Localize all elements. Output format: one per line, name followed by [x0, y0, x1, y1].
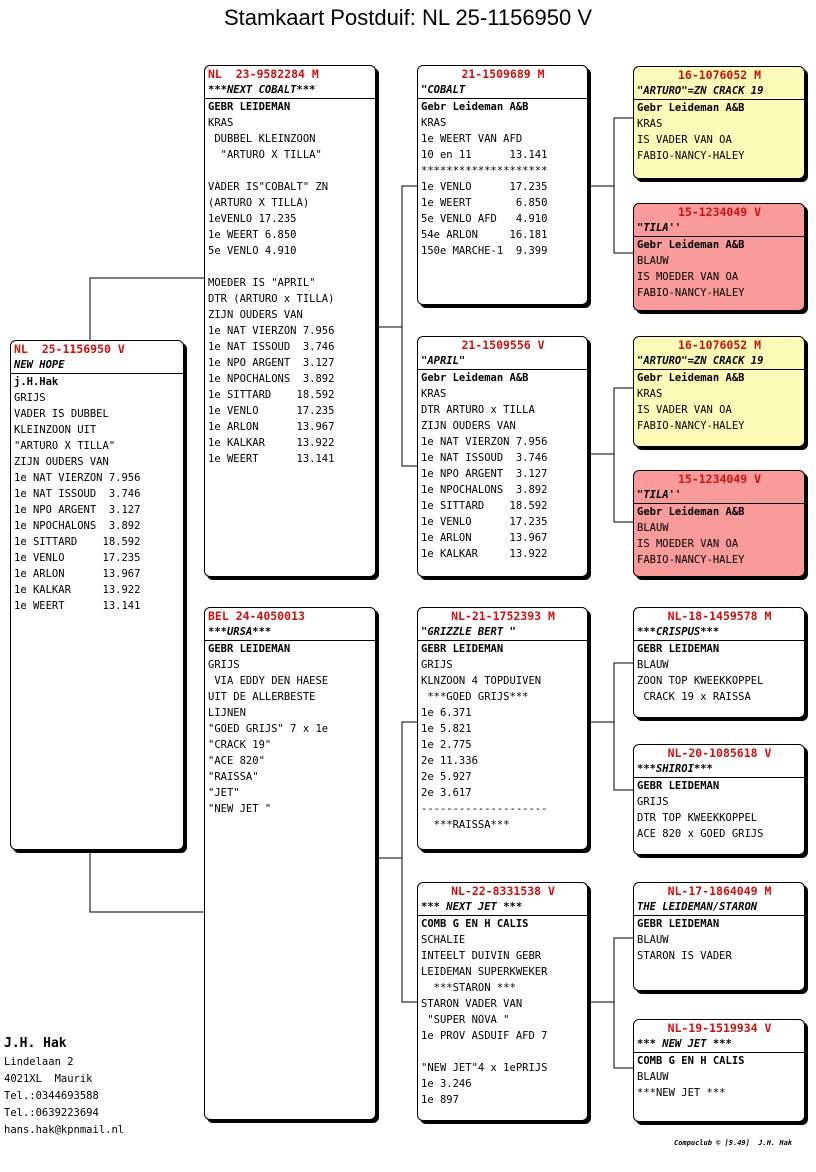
owner-name: GEBR LEIDEMAN — [208, 643, 291, 655]
info-line: 1e KALKAR 13.922 — [208, 437, 335, 449]
info-line: DTR TOP KWEEKKOPPEL — [637, 812, 758, 824]
pigeon-name: *** NEXT JET *** — [418, 900, 587, 916]
info-line: KLEINZOON UIT — [14, 424, 97, 436]
info-line: IS VADER VAN OA — [637, 404, 732, 416]
info-line: LIJNEN — [208, 707, 246, 719]
info-line: IS MOEDER VAN OA — [637, 271, 739, 283]
ring-number: 16-1076052 M — [677, 338, 762, 352]
ring-number: NL-21-1752393 M — [451, 609, 555, 623]
info-line: 1eVENLO 17.235 — [208, 213, 297, 225]
info-line: 1e 897 — [421, 1094, 459, 1106]
info-line: "ACE 820" — [208, 755, 265, 767]
owner-name: Gebr Leideman A&B — [421, 101, 529, 113]
info-line: STARON IS VADER — [637, 950, 732, 962]
breeder-line: Tel.:0639223694 — [4, 1107, 99, 1119]
info-line: 150e MARCHE-1 9.399 — [421, 245, 548, 257]
info-line: 1e NPOCHALONS 3.892 — [14, 520, 141, 532]
info-line: 1e WEERT 6.850 — [208, 229, 297, 241]
info-line: ***GOED GRIJS*** — [421, 691, 529, 703]
pigeon-name: ***CRISPUS*** — [634, 625, 804, 641]
owner-name: COMB G EN H CALIS — [421, 918, 529, 930]
pigeon-card-sire[interactable] — [204, 65, 376, 577]
info-line: 1e PROV ASDUIF AFD 7 — [421, 1030, 548, 1042]
breeder-name: J.H. Hak — [4, 1036, 67, 1051]
owner-name: GEBR LEIDEMAN — [208, 101, 291, 113]
pigeon-name: THE LEIDEMAN/STARON — [634, 900, 804, 916]
owner-name: j.H.Hak — [14, 376, 59, 388]
info-line: BLAUW — [637, 1071, 669, 1083]
info-line: BLAUW — [637, 255, 669, 267]
info-line: 1e NPO ARGENT 3.127 — [421, 468, 548, 480]
info-line: "CRACK 19" — [208, 739, 272, 751]
info-line: VIA EDDY DEN HAESE — [208, 675, 329, 687]
pigeon-card-dam[interactable] — [204, 607, 376, 1120]
info-line: BLAUW — [637, 522, 669, 534]
pigeon-card-sire-sire[interactable] — [417, 65, 588, 305]
info-line: FABIO-NANCY-HALEY — [637, 420, 745, 432]
ring-number: NL-20-1085618 V — [667, 746, 772, 760]
pigeon-name: "TILA'' — [634, 488, 804, 504]
pigeon-card-sire-sire-sire[interactable] — [633, 66, 805, 179]
pigeon-card-dam-sire-dam[interactable] — [633, 744, 805, 855]
info-line: LEIDEMAN SUPERKWEKER — [421, 966, 548, 978]
info-line: ***NEW JET *** — [637, 1087, 726, 1099]
info-line: 1e 5.821 — [421, 723, 472, 735]
info-line: 1e SITTARD 18.592 — [14, 536, 141, 548]
owner-name: GEBR LEIDEMAN — [637, 643, 720, 655]
info-line: KRAS — [421, 117, 447, 129]
info-line: SCHALIE — [421, 934, 466, 946]
info-line: GRIJS — [14, 392, 46, 404]
pigeon-card-sire-dam-sire[interactable] — [633, 336, 805, 447]
info-line: 1e WEERT VAN AFD — [421, 133, 523, 145]
info-line: "ARTURO X TILLA" — [208, 149, 322, 161]
info-line: 2e 11.336 — [421, 755, 478, 767]
ring-number: 21-1509556 V — [461, 338, 545, 352]
info-line: 1e SITTARD 18.592 — [421, 500, 548, 512]
pigeon-name: "APRIL" — [418, 354, 587, 370]
info-line: KRAS — [208, 117, 234, 129]
info-line: STARON VADER VAN — [421, 998, 523, 1010]
ring-number: NL-18-1459578 M — [667, 609, 772, 623]
info-line: 1e NAT VIERZON 7.956 — [421, 436, 548, 448]
info-line: 54e ARLON 16.181 — [421, 229, 548, 241]
info-line: 1e KALKAR 13.922 — [14, 584, 141, 596]
info-line: 1e NPO ARGENT 3.127 — [208, 357, 335, 369]
info-line: 5e VENLO 4.910 — [208, 245, 297, 257]
info-line: "RAISSA" — [208, 771, 259, 783]
info-line: 1e ARLON 13.967 — [208, 421, 335, 433]
owner-name: Gebr Leideman A&B — [637, 506, 745, 518]
info-line: IS VADER VAN OA — [637, 134, 732, 146]
info-line: UIT DE ALLERBESTE — [208, 691, 316, 703]
info-line: 1e 6.371 — [421, 707, 472, 719]
info-line: 10 en 11 13.141 — [421, 149, 548, 161]
info-line: VADER IS DUBBEL — [14, 408, 109, 420]
info-line: ***STARON *** — [421, 982, 516, 994]
info-line — [208, 259, 373, 275]
breeder-line: Lindelaan 2 — [4, 1056, 74, 1068]
breeder-info — [4, 1034, 124, 1139]
page-title: Stamkaart Postduif: NL 25-1156950 V — [223, 5, 593, 30]
info-line — [208, 163, 373, 179]
info-line: (ARTURO X TILLA) — [208, 197, 310, 209]
info-line: VADER IS"COBALT" ZN — [208, 181, 329, 193]
info-line: ******************** — [421, 165, 548, 177]
info-line: BLAUW — [637, 659, 669, 671]
info-line: FABIO-NANCY-HALEY — [637, 287, 745, 299]
info-line: "JET" — [208, 787, 240, 799]
info-line: "SUPER NOVA " — [421, 1014, 510, 1026]
info-line: "GOED GRIJS" 7 x 1e — [208, 723, 329, 735]
pigeon-card-sire-dam[interactable] — [417, 336, 588, 577]
owner-name: Gebr Leideman A&B — [637, 239, 745, 251]
info-line: 1e NAT ISSOUD 3.746 — [14, 488, 141, 500]
info-line: ZIJN OUDERS VAN — [421, 420, 516, 432]
breeder-line: Tel.:0344693588 — [4, 1090, 99, 1102]
info-line: ZIJN OUDERS VAN — [14, 456, 109, 468]
info-line: KRAS — [421, 388, 447, 400]
info-line: 1e 3.246 — [421, 1078, 472, 1090]
owner-name: Gebr Leideman A&B — [637, 372, 745, 384]
pigeon-name: "ARTURO"=ZN CRACK 19 — [634, 354, 804, 370]
info-line: 1e VENLO 17.235 — [208, 405, 335, 417]
owner-name: Gebr Leideman A&B — [637, 102, 745, 114]
info-line: 1e VENLO 17.235 — [14, 552, 141, 564]
pigeon-card-subject[interactable] — [10, 340, 184, 850]
info-line: BLAUW — [637, 934, 669, 946]
info-line: GRIJS — [421, 659, 453, 671]
pigeon-card-sire-sire-dam[interactable] — [633, 203, 805, 311]
pigeon-name: "TILA'' — [634, 221, 804, 237]
owner-name: Gebr Leideman A&B — [421, 372, 529, 384]
pigeon-name: ***URSA*** — [205, 625, 375, 641]
info-line: INTEELT DUIVIN GEBR — [421, 950, 542, 962]
ring-number: NL-17-1864049 M — [667, 884, 772, 898]
ring-number: 21-1509689 M — [461, 67, 545, 81]
ring-number: NL 25-1156950 V — [14, 342, 125, 356]
pigeon-name: NEW HOPE — [11, 358, 183, 374]
pigeon-card-sire-dam-dam[interactable] — [633, 470, 805, 577]
pigeon-card-dam-dam[interactable] — [417, 882, 588, 1121]
breeder-line: 4021XL Maurik — [4, 1073, 93, 1085]
pigeon-name: *** NEW JET *** — [634, 1037, 804, 1053]
info-line: 1e ARLON 13.967 — [14, 568, 141, 580]
info-line: GRIJS — [208, 659, 240, 671]
breeder-email: hans.hak@kpnmail.nl — [4, 1124, 125, 1136]
pigeon-card-dam-sire-sire[interactable] — [633, 607, 805, 718]
info-line: 1e SITTARD 18.592 — [208, 389, 335, 401]
info-line: CRACK 19 x RAISSA — [637, 691, 751, 703]
pigeon-card-dam-dam-dam[interactable] — [633, 1019, 805, 1122]
info-line: 1e VENLO 17.235 — [421, 181, 548, 193]
info-line: MOEDER IS "APRIL" — [208, 277, 316, 289]
ring-number: NL-22-8331538 V — [451, 884, 555, 898]
info-line: 1e WEERT 6.850 — [421, 197, 548, 209]
info-line: 5e VENLO AFD 4.910 — [421, 213, 548, 225]
info-line — [421, 1044, 585, 1060]
ring-number: 15-1234049 V — [677, 472, 762, 486]
info-line: KLNZOON 4 TOPDUIVEN — [421, 675, 542, 687]
info-line: ZIJN OUDERS VAN — [208, 309, 303, 321]
info-line: IS MOEDER VAN OA — [637, 538, 739, 550]
info-line: 1e NPO ARGENT 3.127 — [14, 504, 141, 516]
owner-name: COMB G EN H CALIS — [637, 1055, 745, 1067]
pigeon-name: ***NEXT COBALT*** — [205, 83, 375, 99]
info-line: 1e NAT ISSOUD 3.746 — [208, 341, 335, 353]
pigeon-name: "COBALT — [418, 83, 587, 99]
pigeon-card-dam-dam-sire[interactable] — [633, 882, 805, 991]
info-line: 1e KALKAR 13.922 — [421, 548, 548, 560]
info-line: 2e 3.617 — [421, 787, 472, 799]
info-line: "ARTURO X TILLA" — [14, 440, 116, 452]
ring-number: 15-1234049 V — [677, 205, 762, 219]
info-line: DUBBEL KLEINZOON — [208, 133, 316, 145]
info-line: DTR ARTURO x TILLA — [421, 404, 535, 416]
info-line: ACE 820 x GOED GRIJS — [637, 828, 764, 840]
owner-name: GEBR LEIDEMAN — [421, 643, 504, 655]
info-line: ZOON TOP KWEEKKOPPEL — [637, 675, 764, 687]
owner-name: GEBR LEIDEMAN — [637, 918, 720, 930]
pigeon-name: "GRIZZLE BERT " — [418, 625, 587, 641]
info-line: 1e 2.775 — [421, 739, 472, 751]
info-line: 2e 5.927 — [421, 771, 472, 783]
info-line: KRAS — [637, 388, 663, 400]
pigeon-name: "ARTURO"=ZN CRACK 19 — [634, 84, 804, 100]
info-line: -------------------- — [421, 803, 548, 815]
info-line: "NEW JET"4 x 1ePRIJS — [421, 1062, 548, 1074]
info-line: ***RAISSA*** — [421, 819, 510, 831]
info-line: 1e NAT VIERZON 7.956 — [14, 472, 141, 484]
info-line: 1e NAT VIERZON 7.956 — [208, 325, 335, 337]
info-line: 1e NPOCHALONS 3.892 — [421, 484, 548, 496]
pigeon-name: ***SHIROI*** — [634, 762, 804, 778]
ring-number: NL 23-9582284 M — [208, 67, 319, 81]
info-line: 1e ARLON 13.967 — [421, 532, 548, 544]
pigeon-card-dam-sire[interactable] — [417, 607, 588, 850]
footer-credit: Compuclub © [9.49] J.H. Hak — [674, 1139, 793, 1147]
ring-number: 16-1076052 M — [677, 68, 762, 82]
ring-number: BEL 24-4050013 — [208, 609, 305, 623]
owner-name: GEBR LEIDEMAN — [637, 780, 720, 792]
info-line: GRIJS — [637, 796, 669, 808]
info-line: KRAS — [637, 118, 663, 130]
info-line: 1e NPOCHALONS 3.892 — [208, 373, 335, 385]
info-line: "NEW JET " — [208, 803, 272, 815]
info-line: DTR (ARTURO x TILLA) — [208, 293, 335, 305]
info-line: FABIO-NANCY-HALEY — [637, 150, 745, 162]
info-line: 1e WEERT 13.141 — [208, 453, 335, 465]
info-line: 1e WEERT 13.141 — [14, 600, 141, 612]
info-line: 1e VENLO 17.235 — [421, 516, 548, 528]
info-line: FABIO-NANCY-HALEY — [637, 554, 745, 566]
ring-number: NL-19-1519934 V — [667, 1021, 772, 1035]
info-line: 1e NAT ISSOUD 3.746 — [421, 452, 548, 464]
